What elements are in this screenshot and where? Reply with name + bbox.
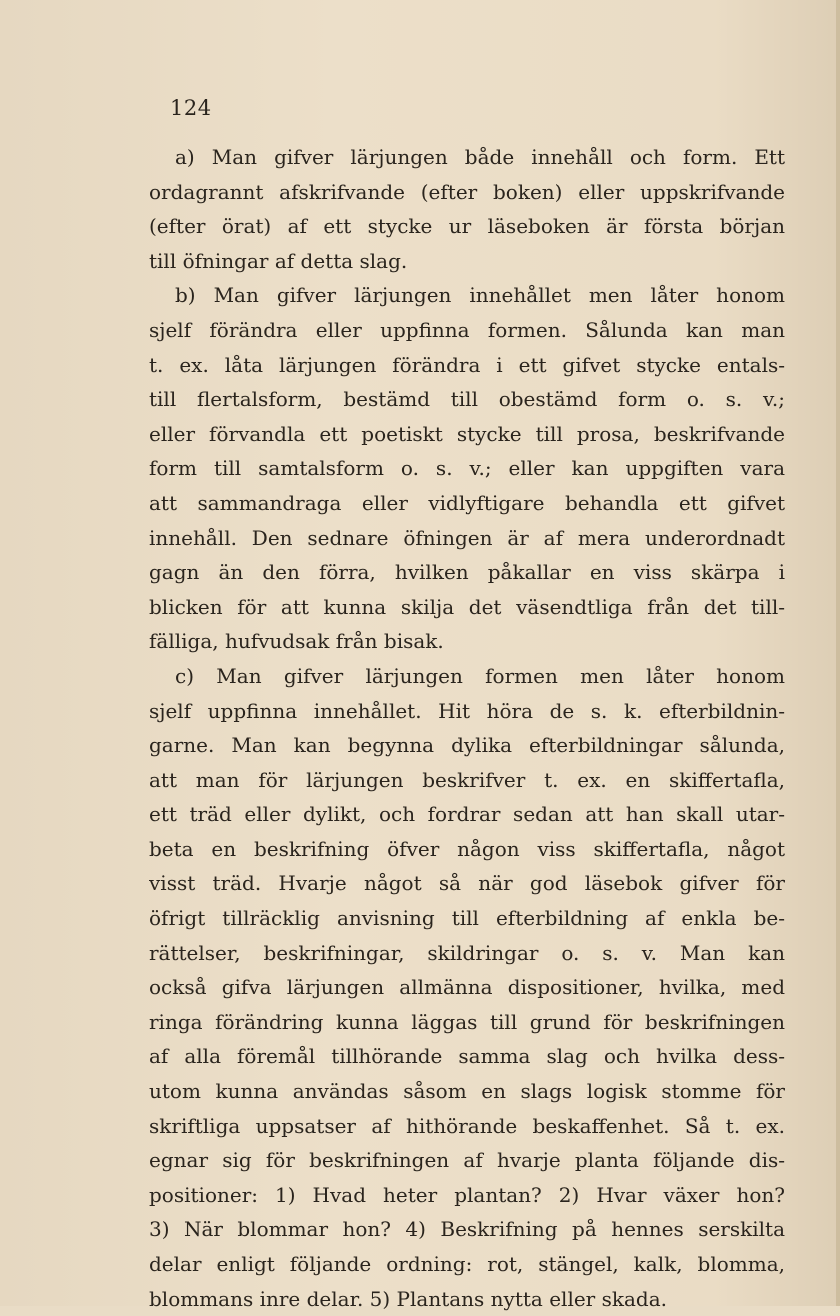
text-line: form till samtalsform o. s. v.; eller kan uppgiften vara <box>149 456 785 481</box>
text-line: rättelser, beskrifningar, skildringar o. s. v. Man kan <box>149 940 785 965</box>
text-line: visst träd. Hvarje något så när god läsebok gifver för <box>149 871 785 896</box>
text-line: ett träd eller dylikt, och fordrar sedan att han skall utar- <box>149 802 785 827</box>
text-line: innehåll. Den sednare öfningen är af mera underordnadt <box>149 525 785 550</box>
page-number: 124 <box>170 96 212 120</box>
text-line: beta en beskrifning öfver någon viss skiffertafla, något <box>149 836 785 861</box>
text-line: a) Man gifver lärjungen både innehåll och form. Ett <box>175 145 785 169</box>
text-line: sjelf förändra eller uppfinna formen. Sålunda kan man <box>149 317 785 342</box>
page-edge <box>836 0 840 1306</box>
text-line: att sammandraga eller vidlyftigare behandla ett gifvet <box>149 490 785 515</box>
text-line: ringa förändring kunna läggas till grund för beskrifningen <box>149 1009 785 1034</box>
text-line: eller förvandla ett poetiskt stycke till prosa, beskrifvande <box>149 421 785 446</box>
text-line: af alla föremål tillhörande samma slag och hvilka dess- <box>149 1044 785 1069</box>
body-text <box>149 140 785 1316</box>
text-line: c) Man gifver lärjungen formen men låter honom <box>175 663 785 688</box>
text-line: öfrigt tillräcklig anvisning till efterbildning af enkla be- <box>149 906 785 931</box>
text-line: t. ex. låta lärjungen förändra i ett gifvet stycke entals- <box>149 352 785 377</box>
text-line: 3) När blommar hon? 4) Beskrifning på hennes serskilta <box>149 1217 785 1242</box>
text-line: till öfningar af detta slag. <box>149 248 408 273</box>
text-line: blicken för att kunna skilja det väsendtliga från det till- <box>149 594 785 619</box>
text-line: egnar sig för beskrifningen af hvarje planta följande dis- <box>149 1148 785 1173</box>
text-line: gagn än den förra, hvilken påkallar en viss skärpa i <box>149 560 785 585</box>
text-line: garne. Man kan begynna dylika efterbildningar sålunda, <box>149 733 785 758</box>
text-line: delar enligt följande ordning: rot, stängel, kalk, blomma, <box>149 1252 785 1276</box>
text-line: positioner: 1) Hvad heter plantan? 2) Hvar växer hon? <box>149 1182 785 1207</box>
text-line: utom kunna användas såsom en slags logisk stomme för <box>149 1079 785 1104</box>
text-line: att man för lärjungen beskrifver t. ex. en skiffertafla, <box>149 767 785 792</box>
text-line: till flertalsform, bestämd till obestämd form o. s. v.; <box>149 387 785 412</box>
text-line: sjelf uppfinna innehållet. Hit höra de s. k. efterbildnin- <box>149 698 785 723</box>
text-line: skriftliga uppsatser af hithörande beskaffenhet. Så t. ex. <box>149 1113 785 1138</box>
text-line: (efter örat) af ett stycke ur läseboken är första början <box>149 214 785 239</box>
text-line: blommans inre delar. 5) Plantans nytta eller skada. <box>149 1286 667 1311</box>
text-line: b) Man gifver lärjungen innehållet men låter honom <box>175 283 785 308</box>
text-line: fälliga, hufvudsak från bisak. <box>149 629 444 654</box>
text-line: ordagrannt afskrifvande (efter boken) eller uppskrifvande <box>149 179 785 204</box>
text-line: också gifva lärjungen allmänna dispositioner, hvilka, med <box>149 975 785 1000</box>
